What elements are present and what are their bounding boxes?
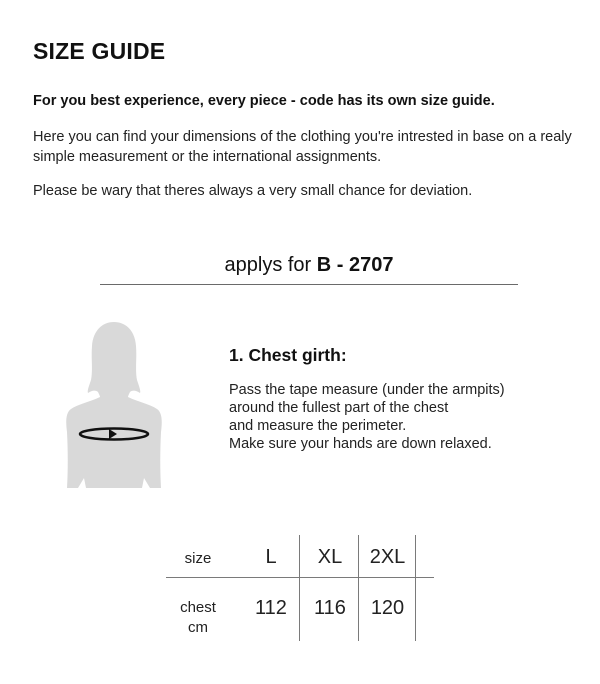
instruction-line: and measure the perimeter. [229,418,407,434]
silhouette-shape [66,322,162,488]
instruction-line: around the fullest part of the chest [229,400,449,416]
size-header-xl: XL [317,546,343,568]
deviation-note: Please be wary that theres always a very small chance for deviation. [33,183,473,199]
chest-value-2xl: 120 [370,597,405,619]
table-header-label: size [184,550,212,567]
size-header-l: L [265,546,277,568]
size-guide-lead: For you best experience, every piece - code has its own size guide. [33,93,495,109]
size-header-2xl: 2XL [369,546,406,568]
table-column-divider [358,535,359,641]
silhouette-svg [62,320,166,492]
instruction-line: Pass the tape measure (under the armpits) [229,382,505,398]
measurement-instructions [229,381,559,453]
size-guide-title: SIZE GUIDE [33,38,166,64]
size-table [166,535,434,641]
table-column-divider [299,535,300,641]
chest-value-xl: 116 [314,597,346,619]
table-column-divider [415,535,416,641]
table-header-divider [166,577,434,578]
product-code: B - 2707 [316,254,394,276]
measurement-title: 1. Chest girth: [229,345,347,365]
intro-paragraph: Here you can find your dimensions of the clothing you're intrested in base on a realy simple measurement or the international assignments. [33,129,572,165]
instruction-line: Make sure your hands are down relaxed. [229,436,492,452]
row-label-chest-cm [166,598,230,638]
row-label-line: chest [180,599,216,616]
row-label-line: cm [188,619,208,636]
applies-for-heading [100,254,518,277]
applies-divider [100,284,518,285]
chest-value-l: 112 [255,597,287,619]
female-torso-silhouette-icon [62,320,166,492]
applies-prefix: applys for [224,254,317,276]
